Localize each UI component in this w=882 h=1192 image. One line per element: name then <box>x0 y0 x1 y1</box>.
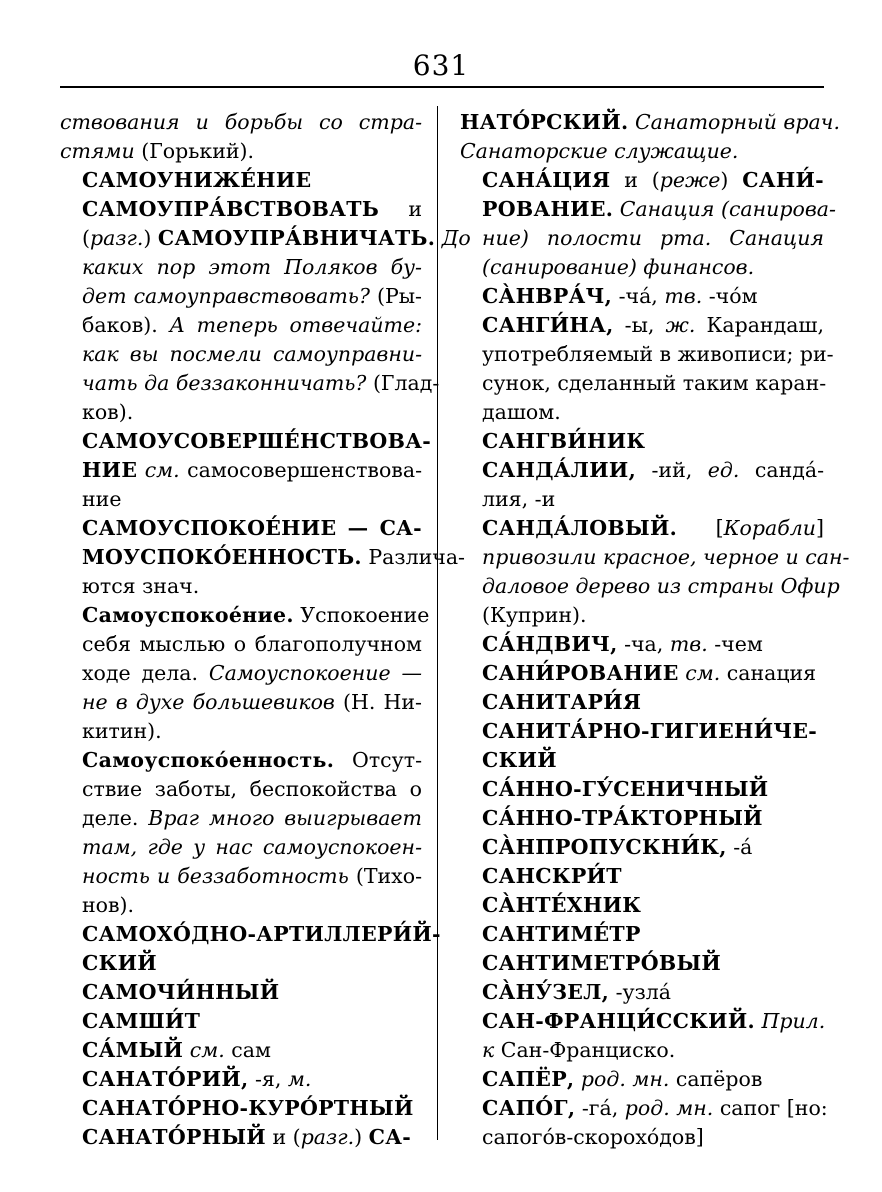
headword: РОВАНИЕ. <box>482 197 614 221</box>
dictionary-entry <box>60 514 465 601</box>
headword: САНАТО́РНО-КУРО́РТНЫЙ <box>82 1096 414 1120</box>
italic-text: каких пор этот Поляков бу- <box>82 255 422 279</box>
entry-line <box>460 572 840 601</box>
headword: САПЁР, <box>482 1067 575 1091</box>
entry-text: себя мыслью о благополучном <box>82 632 422 656</box>
headword: САНАТО́РИЙ, <box>82 1067 249 1091</box>
entry-line <box>60 688 422 717</box>
entry-text: китин). <box>82 719 162 743</box>
entry-text: Карандаш, <box>695 313 824 337</box>
entry-line <box>60 253 422 282</box>
dictionary-entry <box>60 920 441 978</box>
italic-text: м. <box>287 1067 312 1091</box>
dictionary-entry <box>460 282 824 311</box>
italic-text: там, где у нас самоуспокоен- <box>82 835 422 859</box>
entry-line <box>460 978 824 1007</box>
dictionary-entry <box>60 195 471 427</box>
dictionary-entry <box>460 311 834 427</box>
entry-text: баков). <box>82 313 170 337</box>
italic-text: ед. <box>707 458 740 482</box>
entry-line <box>60 224 471 253</box>
entry-line <box>460 949 824 978</box>
italic-text: ние) полости рта. Санация <box>482 226 824 250</box>
italic-text: До <box>435 226 471 250</box>
dictionary-entry <box>60 978 422 1007</box>
headword: САМОУСОВЕРШЕ́НСТВОВА- <box>82 429 432 453</box>
column-divider <box>437 106 438 1140</box>
headword: САПО́Г, <box>482 1096 576 1120</box>
italic-text: разг. <box>300 1125 355 1149</box>
entry-line <box>60 949 422 978</box>
headword: САМОХО́ДНО-АРТИЛЛЕРИ́Й- <box>82 922 441 946</box>
headword: СКИЙ <box>482 748 557 772</box>
entry-line <box>460 891 824 920</box>
entry-line <box>60 514 422 543</box>
dictionary-entry <box>60 108 422 166</box>
entry-text: ков). <box>82 400 134 424</box>
headword: САМОУНИЖЕ́НИЕ <box>82 168 312 192</box>
entry-text: Различа- <box>361 545 465 569</box>
italic-text: Корабли <box>723 516 816 540</box>
entry-line <box>60 659 422 688</box>
entry-line <box>460 195 836 224</box>
dictionary-entry <box>60 1007 422 1036</box>
entry-text: ются знач. <box>82 574 200 598</box>
entry-text: -я, <box>248 1067 288 1091</box>
entry-line <box>460 688 824 717</box>
entry-text: -га́, <box>575 1096 625 1120</box>
entry-line <box>60 427 432 456</box>
entry-line <box>60 195 422 224</box>
entry-line <box>460 659 824 688</box>
entry-line <box>60 456 422 485</box>
entry-text: -ы, <box>613 313 666 337</box>
entry-text: лия, -и <box>482 487 556 511</box>
entry-text: ( <box>82 226 90 250</box>
entry-text: ние <box>82 487 122 511</box>
italic-text: тв. <box>664 284 703 308</box>
headword: СА́ННО-ГУ́СЕНИЧНЫЙ <box>482 777 769 801</box>
entry-text: (Горький). <box>134 139 255 163</box>
headword: СА́МЫЙ <box>82 1038 184 1062</box>
dictionary-entry <box>460 1007 824 1065</box>
dictionary-entry <box>460 108 840 166</box>
entry-line <box>460 601 824 630</box>
entry-line <box>60 1036 422 1065</box>
entry-text: и ( <box>265 1125 301 1149</box>
header-rule <box>60 86 824 88</box>
entry-line <box>60 369 440 398</box>
italic-text: Санаторный врач. <box>628 110 840 134</box>
italic-text: род. мн. <box>624 1096 714 1120</box>
dictionary-entry <box>460 1094 828 1152</box>
entry-text: (Ры- <box>369 284 422 308</box>
entry-line <box>460 1036 824 1065</box>
dictionary-entry <box>60 1065 422 1094</box>
entry-line <box>460 804 824 833</box>
headword: Самоуспоко́енность. <box>82 748 335 772</box>
entry-line <box>460 746 824 775</box>
entry-line <box>460 485 824 514</box>
entry-line <box>460 717 824 746</box>
entry-line <box>60 543 465 572</box>
entry-line <box>460 282 824 311</box>
entry-text: ствие заботы, беспокойства о <box>82 777 422 801</box>
italic-text: Самоуспокоение — <box>208 661 422 685</box>
headword: СА̀НТЕ́ХНИК <box>482 893 642 917</box>
entry-line <box>460 311 824 340</box>
entry-line <box>460 1065 824 1094</box>
headword: МОУСПОКО́ЕННОСТЬ. <box>82 545 362 569</box>
entry-line <box>460 166 824 195</box>
entry-text: -а́ <box>726 835 753 859</box>
entry-line <box>460 108 840 137</box>
entry-line <box>60 978 422 1007</box>
italic-text: см. <box>137 458 180 482</box>
entry-text: санда́- <box>739 458 824 482</box>
entry-text: употребляемый в живописи; ри- <box>482 342 834 366</box>
entry-line <box>60 920 441 949</box>
dictionary-entry <box>460 514 850 630</box>
entry-line <box>460 514 824 543</box>
entry-text: санация <box>720 661 817 685</box>
entry-text: ) <box>354 1125 369 1149</box>
dictionary-entry <box>60 166 422 195</box>
entry-text: -ий, <box>636 458 708 482</box>
entry-line <box>60 137 422 166</box>
italic-text: см. <box>183 1038 225 1062</box>
entry-line <box>460 833 824 862</box>
dictionary-entry <box>460 659 824 688</box>
dictionary-entry <box>460 717 824 775</box>
entry-line <box>460 775 824 804</box>
headword: СА̀НУ́ЗЕЛ, <box>482 980 610 1004</box>
headword: САМОУПРА́ВНИЧАТЬ. <box>157 226 436 250</box>
headword: САНДА́ЛИИ, <box>482 458 637 482</box>
headword: СА̀НПРОПУСКНИ́К, <box>482 835 727 859</box>
entry-line <box>60 1065 422 1094</box>
entry-text: сам <box>224 1038 271 1062</box>
headword: САМОУСПОКОЕ́НИЕ — СА- <box>82 516 422 540</box>
headword: САНА́ЦИЯ <box>482 168 611 192</box>
dictionary-entry <box>460 978 824 1007</box>
entry-line <box>460 253 824 282</box>
italic-text: не в духе большевиков <box>82 690 335 714</box>
dictionary-entry <box>460 630 824 659</box>
headword: НАТО́РСКИЙ. <box>460 110 629 134</box>
entry-line <box>460 398 824 427</box>
entry-text: дашом. <box>482 400 561 424</box>
headword: СА- <box>368 1125 412 1149</box>
entry-text: Сан-Франциско. <box>494 1038 676 1062</box>
italic-text: Санаторские служащие. <box>460 139 739 163</box>
dictionary-entry <box>460 166 836 282</box>
entry-line <box>60 398 422 427</box>
entry-text: -чем <box>707 632 763 656</box>
headword: СА́ННО-ТРА́КТОРНЫЙ <box>482 806 763 830</box>
italic-text: см. <box>678 661 721 685</box>
headword: СА̀НВРА́Ч, <box>482 284 613 308</box>
entry-text: -чо́м <box>702 284 758 308</box>
entry-line <box>460 1123 824 1152</box>
entry-line <box>60 746 422 775</box>
headword: САНИ́РОВАНИЕ <box>482 661 679 685</box>
entry-line <box>60 1123 422 1152</box>
entry-text: -ча, <box>617 632 670 656</box>
entry-line <box>60 572 422 601</box>
entry-line <box>60 630 422 659</box>
entry-line <box>60 1094 422 1123</box>
entry-text: (Глад- <box>366 371 440 395</box>
dictionary-entry <box>60 427 432 514</box>
headword: САН-ФРАНЦИ́ССКИЙ. <box>482 1009 755 1033</box>
entry-text: сапёров <box>669 1067 763 1091</box>
headword: Самоуспокое́ние. <box>82 603 294 627</box>
dictionary-entry <box>460 891 824 920</box>
entry-text: -ча́, <box>612 284 665 308</box>
entry-text: ] <box>816 516 824 540</box>
headword: СА́НДВИЧ, <box>482 632 618 656</box>
entry-line <box>60 891 422 920</box>
dictionary-entry <box>460 804 824 833</box>
entry-line <box>460 137 824 166</box>
italic-text: как вы посмели самоуправни- <box>82 342 422 366</box>
entry-line <box>460 1007 824 1036</box>
entry-text: ходе дела. <box>82 661 209 685</box>
entry-text: самосовершенствова- <box>179 458 422 482</box>
entry-line <box>60 282 422 311</box>
entry-text: сапог [но: <box>713 1096 828 1120</box>
entry-line <box>460 862 824 891</box>
entry-line <box>460 369 827 398</box>
entry-line <box>60 166 422 195</box>
italic-text: ствования и борьбы со стра- <box>60 110 422 134</box>
entry-line <box>460 224 824 253</box>
headword: САНСКРИ́Т <box>482 864 622 888</box>
entry-line <box>460 543 850 572</box>
dictionary-entry <box>60 601 430 746</box>
entry-text: (Н. Ни- <box>334 690 422 714</box>
entry-text: Успокоение <box>293 603 430 627</box>
italic-text: тв. <box>669 632 708 656</box>
dictionary-entry <box>460 833 824 862</box>
entry-text: ) <box>720 168 743 192</box>
headword: НИЕ <box>82 458 138 482</box>
entry-line <box>460 456 824 485</box>
entry-text: (Куприн). <box>482 603 587 627</box>
headword: САНИ́- <box>742 168 824 192</box>
dictionary-entry <box>460 688 824 717</box>
entry-line <box>60 833 422 862</box>
italic-text: Враг много выигрывает <box>148 806 422 830</box>
entry-line <box>60 340 422 369</box>
headword: САНГИ́НА, <box>482 313 614 337</box>
italic-text: привозили красное, черное и сан- <box>482 545 850 569</box>
entry-text: деле. <box>82 806 149 830</box>
entry-text: Отсут- <box>334 748 422 772</box>
italic-text: чать да беззаконничать? <box>82 371 367 395</box>
headword: САНТИМЕ́ТР <box>482 922 641 946</box>
dictionary-entry <box>60 1123 422 1152</box>
headword: САМОУПРА́ВСТВОВАТЬ <box>82 197 380 221</box>
page-number: 631 <box>412 49 470 82</box>
italic-text: к <box>482 1038 495 1062</box>
dictionary-entry <box>460 920 824 949</box>
left-column <box>60 108 471 1152</box>
dictionary-entry <box>60 1094 422 1123</box>
entry-line <box>460 630 824 659</box>
headword: САНАТО́РНЫЙ <box>82 1125 266 1149</box>
italic-text: Прил. <box>754 1009 826 1033</box>
dictionary-entry <box>60 746 422 920</box>
entry-text: нов). <box>82 893 135 917</box>
headword: САМШИ́Т <box>82 1009 201 1033</box>
entry-line <box>60 485 422 514</box>
entry-line <box>460 427 824 456</box>
italic-text: ж. <box>665 313 696 337</box>
entry-text: и ( <box>610 168 660 192</box>
entry-line <box>60 311 422 340</box>
italic-text: А теперь отвечайте: <box>169 313 423 337</box>
dictionary-entry <box>460 862 824 891</box>
dictionary-entry <box>460 949 824 978</box>
headword: САНТИМЕТРО́ВЫЙ <box>482 951 722 975</box>
entry-line <box>60 717 422 746</box>
italic-text: (санирование) финансов. <box>482 255 755 279</box>
headword: СКИЙ <box>82 951 157 975</box>
italic-text: Санация (санирова- <box>613 197 836 221</box>
entry-text: [ <box>677 516 724 540</box>
entry-text: и <box>379 197 422 221</box>
entry-line <box>460 1094 828 1123</box>
dictionary-entry <box>60 1036 422 1065</box>
italic-text: реже <box>659 168 721 192</box>
dictionary-entry <box>460 1065 824 1094</box>
entry-line <box>60 775 422 804</box>
headword: САНИТАРИ́Я <box>482 690 642 714</box>
italic-text: род. мн. <box>574 1067 670 1091</box>
entry-line <box>460 920 824 949</box>
italic-text: разг. <box>90 226 144 250</box>
right-column <box>460 108 850 1152</box>
italic-text: ность и беззаботность <box>82 864 349 888</box>
entry-line <box>60 804 422 833</box>
dictionary-entry <box>460 775 824 804</box>
headword: САМОЧИ́ННЫЙ <box>82 980 280 1004</box>
headword: САНГВИ́НИК <box>482 429 646 453</box>
entry-text: сунок, сделанный таким каран- <box>482 371 827 395</box>
headword: САНДА́ЛОВЫЙ. <box>482 516 678 540</box>
italic-text: даловое дерево из страны Офир <box>482 574 840 598</box>
italic-text: стями <box>60 139 135 163</box>
entry-text: ) <box>143 226 158 250</box>
entry-line <box>60 862 422 891</box>
headword: САНИТА́РНО-ГИГИЕНИ́ЧЕ- <box>482 719 818 743</box>
italic-text: дет самоуправствовать? <box>82 284 370 308</box>
entry-line <box>60 1007 422 1036</box>
entry-line <box>60 108 422 137</box>
entry-line <box>60 601 430 630</box>
entry-text: -узла́ <box>609 980 672 1004</box>
dictionary-entry <box>460 427 824 456</box>
entry-text: (Тихо- <box>348 864 422 888</box>
entry-line <box>460 340 834 369</box>
entry-text: сапого́в-скорохо́дов] <box>482 1125 704 1149</box>
dictionary-entry <box>460 456 824 514</box>
